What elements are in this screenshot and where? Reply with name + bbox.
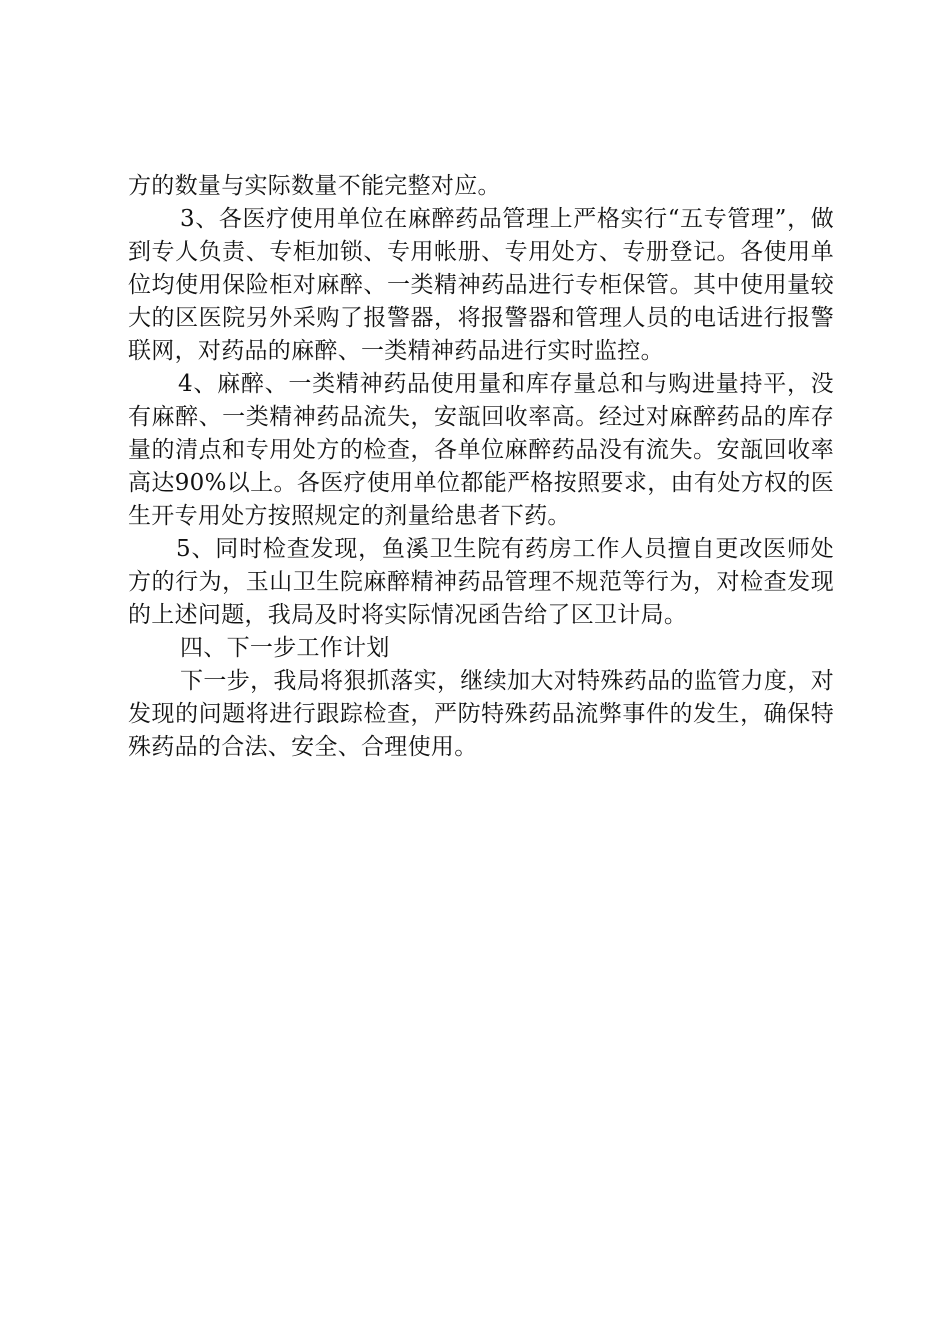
paragraph-item-4: 4、麻醉、一类精神药品使用量和库存量总和与购进量持平，没有麻醉、一类精神药品流失，安瓿回收率高。经过对麻醉药品的库存量的清点和专用处方的检查，各单位麻醉药品没有流失。安瓿回收率高达90%以上。各医疗使用单位都能严格按照要求，由有处方权的医生开专用处方按照规定的剂量给患者下药。 (128, 371, 834, 529)
paragraph-item-5: 5、同时检查发现，鱼溪卫生院有药房工作人员擅自更改医师处方的行为，玉山卫生院麻醉精神药品管理不规范等行为，对检查发现的上述问题，我局及时将实际情况函告给了区卫计局。 (128, 536, 834, 628)
document-body (128, 170, 834, 764)
paragraph-item-3: 3、各医疗使用单位在麻醉药品管理上严格实行“五专管理”，做到专人负责、专柜加锁、专用帐册、专用处方、专册登记。各使用单位均使用保险柜对麻醉、一类精神药品进行专柜保管。其中使用量较大的区医院另外采购了报警器，将报警器和管理人员的电话进行报警联网，对药品的麻醉、一类精神药品进行实时监控。 (128, 206, 834, 364)
paragraph-continuation: 方的数量与实际数量不能完整对应。 (128, 173, 501, 199)
paragraph-plan: 下一步，我局将狠抓落实，继续加大对特殊药品的监管力度，对发现的问题将进行跟踪检查，严防特殊药品流弊事件的发生，确保特殊药品的合法、安全、合理使用。 (128, 668, 834, 760)
section-heading: 四、下一步工作计划 (180, 635, 390, 661)
